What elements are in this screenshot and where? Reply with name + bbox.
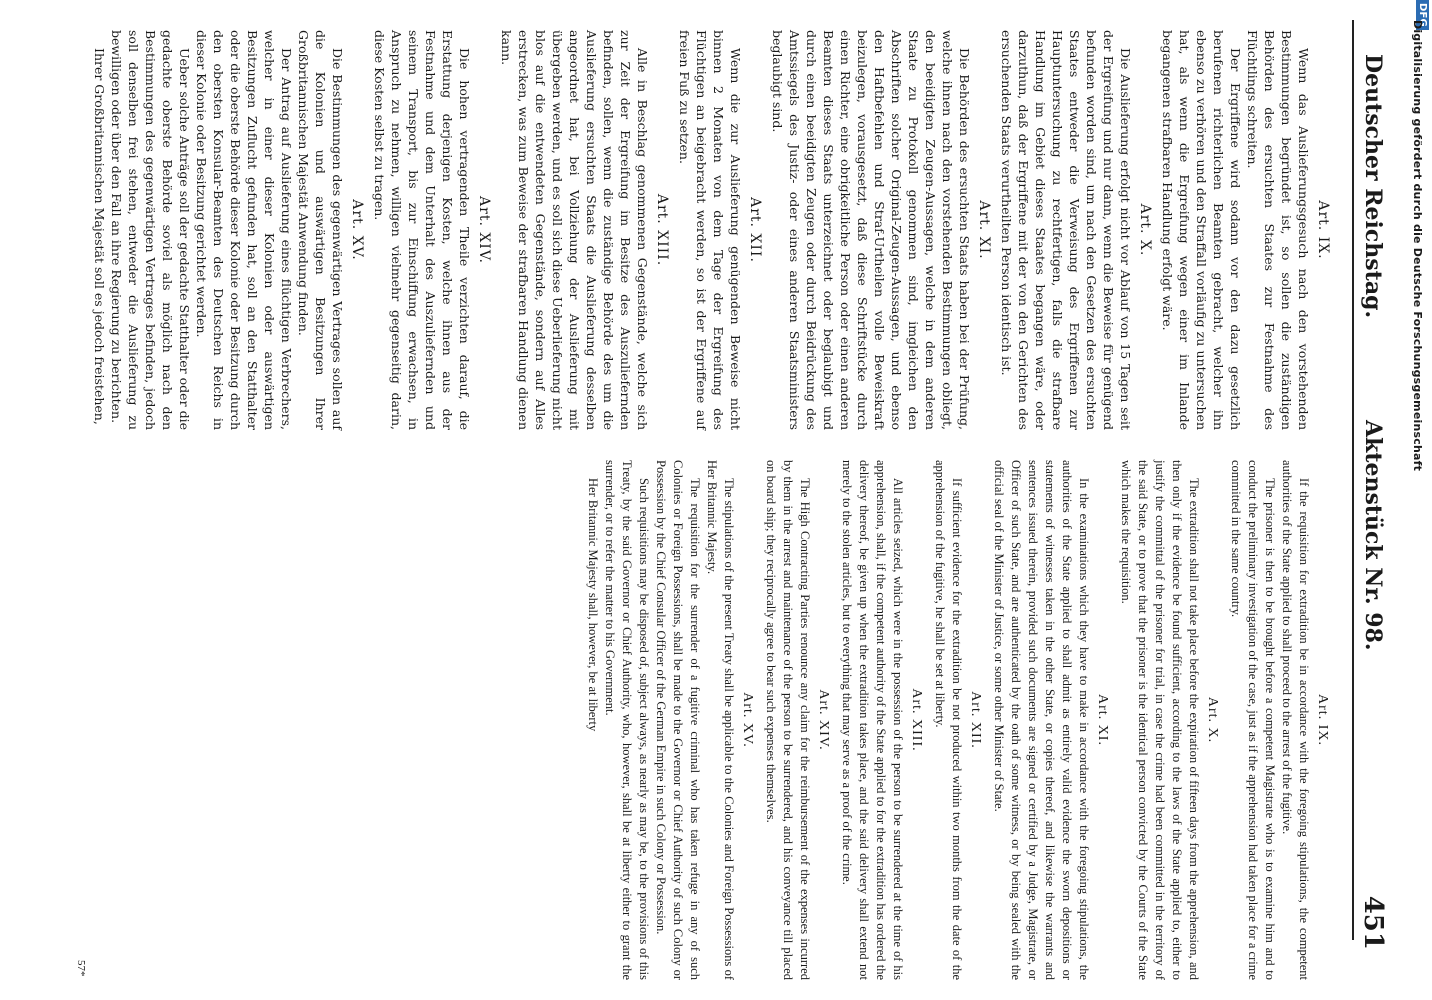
article-heading: Art. XV. — [740, 692, 755, 748]
article-paragraph: The High Contracting Parties renounce any claim for the reimbursement of the expenses incurred by them in the arrest and maintenance of the person to be surrendered, and his conveyance till placed on board ship; they reciprocally agree to bear such expenses themselves. — [764, 460, 812, 980]
article-heading: Art. X. — [1205, 696, 1220, 744]
article-paragraph: Her Britannic Majesty shall, however, be at liberty — [586, 478, 600, 732]
article-heading: Art. IX. — [1315, 200, 1331, 260]
sheet-signature: 57* — [75, 960, 87, 977]
article-heading: Art. XV. — [349, 199, 365, 261]
page-number: 451 — [1358, 895, 1388, 950]
article-heading: Art. X. — [1137, 203, 1153, 257]
article-heading: Art. XI. — [976, 200, 992, 260]
article-paragraph: The prisoner is then to be brought before a competent Magistrate who is to examine him and to conduct the preliminary investigation of the case, just as if the apprehension had taken place for a crime committed in the same country. — [1229, 460, 1277, 980]
article-paragraph: Wenn die zur Auslieferung genügenden Beweise nicht binnen 2 Monaten von dem Tage der Ergreifung des Flüchtigen an beigebracht werden, so ist der Ergriffene auf freien Fuß zu setzen. — [677, 30, 743, 430]
article-heading: Art. XII. — [747, 197, 763, 263]
dfg-logo: DFG — [1416, 0, 1429, 30]
header-rule — [1352, 20, 1354, 940]
english-column — [584, 460, 1337, 980]
article-paragraph: In the examinations which they have to make in accordance with the foregoing stipulations, the authorities of the State applied to shall admit as entirely valid evidence the sworn depositions or statements of witnesses taken in the other State, or copies thereof, and likewise the warrants and sentences issued therein, provided such documents are signed or certified by a Judge, Magistrate, or Officer of such State, and are authenticated by the oath of some witness, or by being sealed with the official seal of the Minister of Justice, or some other Minister of State. — [992, 460, 1091, 980]
article-paragraph: All articles seized, which were in the possession of the person to be surrendered at the time of his apprehension, shall, if the competent authority of the State applied to for the extradition has ordered the delivery thereof, be given up when the extradition takes place, and the said delivery shall extend not merely to the stolen articles, but to everything that may serve as a proof of the crime. — [840, 460, 905, 980]
article-paragraph: Der Ergriffene wird sodann vor den dazu gesetzlich berufenen richterlichen Beamten gebracht, welcher ihn ebenso zu verhören und den Straffall vorläufig zu untersuchen hat, als wenn die Ergreifung wegen einer im Inlande begangenen strafbaren Handlung erfolgt wäre. — [1160, 30, 1243, 430]
article-paragraph: Ueber solche Anträge soll der gedachte Statthalter oder die gedachte oberste Behörde soviel als möglich nach den Bestimmungen des gegenwärtigen Vertrages befinden, jedoch soll denselben frei stehen, entweder die Auslieferung zu bewilligen oder über den Fall an ihre Regierung zu berichten. — [109, 30, 192, 430]
digitization-note: Digitalisierung gefördert durch die Deutsche Forschungsgemeinschaft — [1411, 20, 1424, 472]
article-heading: Art. XIV. — [476, 196, 492, 264]
article-paragraph: The extradition shall not take place before the expiration of fifteen days from the apprehension, and then only if the evidence be found sufficient, according to the laws of the State applied to, either to justify the committal of the prisoner for trial, in case the crime had been committed in the territory of the said State, or to prove that the prisoner is the identical person convicted by the Courts of the State which makes the requisition. — [1119, 460, 1201, 980]
article-paragraph: Die Auslieferung erfolgt nicht vor Ablauf von 15 Tagen seit der Ergreifung und nur dann, wenn die Beweise für genügend befunden worden sind, um nach den Gesetzen des ersuchten Staates entweder die Verweisung des Ergriffenen zur Hauptuntersuchung zu rechtfertigen, falls die strafbare Handlung im Gebiet dieses Staates begangen wäre, oder darzuthun, daß der Ergriffene mit der von den Gerichten des ersuchenden Staats verurtheilten Person identisch ist. — [999, 30, 1133, 430]
article-paragraph: Der Antrag auf Auslieferung eines flüchtigen Verbrechers, welcher in einer dieser Kolonien oder auswärtigen Besitzungen Zuflucht gefunden hat, soll an den Statthalter oder die oberste Behörde dieser Kolonie oder Besitzung durch den obersten Konsular-Beamten des Deutschen Reichs in dieser Kolonie oder Besitzung gerichtet werden. — [194, 30, 294, 430]
article-paragraph: The requisition for the surrender of a fugitive criminal who has taken refuge in any of such Colonies or Foreign Possessions, shall be made to the Governor or Chief Authority of such Colony or Possession by the Chief Consular Officer of the German Empire in such Colony or Possession. — [654, 460, 702, 980]
running-head-left: Deutscher Reichstag. — [1360, 54, 1386, 319]
article-heading: Art. XIII. — [909, 688, 924, 752]
page-header — [1352, 40, 1392, 960]
article-heading: Art. XIV. — [816, 689, 831, 751]
article-paragraph: Die Behörden des ersuchten Staats haben bei der Prüfung, welche ihnen nach den vorstehenden Bestimmungen obliegt, den beeidigten Zeugen-Aussagen, welche in dem anderen Staate zu Protokoll genommen sind, imgleichen den Abschriften solcher Original-Zeugen-Aussagen, und ebenso den Haftbefehlen und Straf-Urtheilen volle Beweiskraft beizulegen, vorausgesetzt, daß diese Schriftstücke durch einen Richter, eine obrigkeitliche Person oder einen anderen Beamten dieses Staats unterzeichnet oder beglaubigt und durch einen beeidigten Zeugen oder durch Beidrückung des Amtssiegels des Justiz- oder eines anderen Staatsministers beglaubigt sind. — [770, 30, 972, 430]
article-paragraph: If sufficient evidence for the extradition be not produced within two months from the date of the apprehension of the fugitive, he shall be set at liberty. — [933, 460, 964, 980]
article-paragraph: Alle in Beschlag genommenen Gegenstände, welche sich zur Zeit der Ergreifung im Besitze des Auszuliefernden befinden, sollen, wenn die zuständige Behörde des um die Auslieferung ersuchten Staats die Auslieferung desselben angeordnet hat, bei Vollziehung der Auslieferung mit übergeben werden, und es soll sich diese Ueberlieferung nicht blos auf die entwendeten Gegenstände, sondern auf Alles erstrecken, was zum Beweise der strafbaren Handlung dienen kann. — [499, 30, 650, 430]
german-column — [91, 30, 1337, 430]
digitization-sidebar — [1402, 0, 1432, 1000]
running-head-center: Aktenstück Nr. 98. — [1360, 420, 1386, 651]
article-heading: Art. XIII. — [654, 193, 670, 267]
article-paragraph: Ihrer Großbritannischen Majestät soll es jedoch freistehen, — [92, 48, 107, 425]
article-paragraph: The stipulations of the present Treaty shall be applicable to the Colonies and Foreign Possessions of Her Britannic Majesty. — [705, 460, 736, 980]
article-paragraph: Die Bestimmungen des gegenwärtigen Vertrages sollen auf die Kolonien und auswärtigen Besitzungen Ihrer Großbritannischen Majestät Anwendung finden. — [296, 30, 345, 430]
article-heading: Art. XII. — [968, 691, 983, 749]
article-paragraph: Die hohen vertragenden Theile verzichten darauf, die Erstattung derjenigen Kosten, welche ihnen aus der Festnahme und dem Unterhalt des Auszuliefernden und seinem Transport, bis zur Einschiffung erwachsen, in Anspruch zu nehmen, willigen vielmehr gegenseitig darin, diese Kosten selbst zu tragen. — [372, 30, 472, 430]
article-paragraph: Such requisitions may be disposed of, subject always, as nearly as may be, to the provisions of this Treaty, by the said Governor or Chief Authority, who, however, shall be at liberty either to grant the surrender, or to refer the matter to his Government. — [603, 460, 651, 980]
article-paragraph: Wenn das Auslieferungsgesuch nach den vorstehenden Bestimmungen begründet ist, so sollen die zuständigen Behörden des ersuchten Staates zur Festnahme des Flüchtlings schreiten. — [1245, 30, 1311, 430]
article-heading: Art. IX. — [1315, 694, 1330, 746]
article-paragraph: If the requisition for extradition be in accordance with the foregoing stipulations, the competent authorities of the State applied to shall proceed to the arrest of the fugitive. — [1280, 460, 1311, 980]
article-heading: Art. XI. — [1095, 694, 1110, 746]
